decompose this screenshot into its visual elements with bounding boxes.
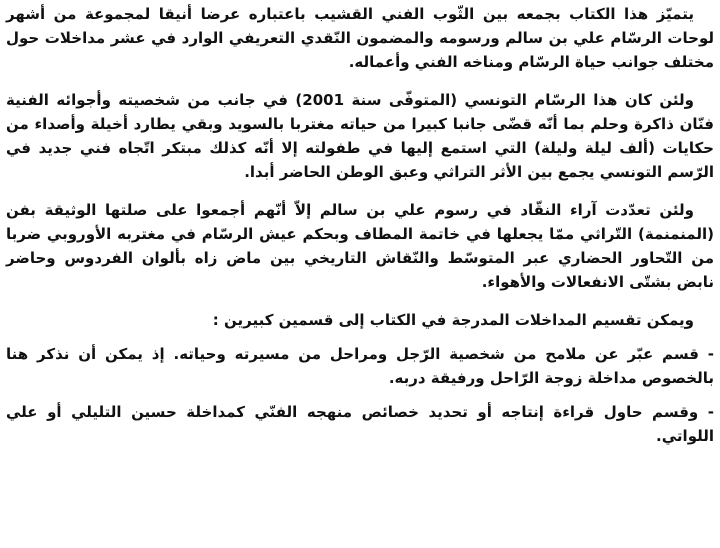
paragraph-sections-intro: ويمكن تقسيم المداخلات المدرجة في الكتاب إلى قسمين كبيرين :	[212, 311, 694, 329]
paragraph-section-two: - وقسم حاول قراءة إنتاجه أو تحديد خصائص منهجه الفنّي كمداخلة حسين التليلي أو علي اللواتي.	[6, 403, 714, 445]
paragraph-critics: ولئن تعدّدت آراء النقّاد في رسوم علي بن سالم إلاّ أنّهم أجمعوا على صلتها الوثيقة بفن (المنمنمة) التّراثي ممّا يجعلها في خاتمة المطاف وبحكم عيش الرسّام في مغتربه الأوروبي ضربا من التّحاور الحضاري عبر المتوسّط والنّقاش التاريخي بين ماض زاه بألوان الفردوس وحاضر نابض بشتّى الانفعالات والأهواء.	[6, 201, 714, 291]
paragraph-section-one: - قسم عبّر عن ملامح من شخصية الرّجل ومراحل من مسيرته وحياته. إذ يمكن أن نذكر هنا بالخصوص مداخلة زوجة الرّاحل ورفيقة دربه.	[6, 345, 714, 387]
paragraph-biography: ولئن كان هذا الرسّام التونسي (المتوفّى سنة 2001) في جانب من شخصيته وأجوائه الفنية فنّان ذاكرة وحلم بما أنّه قضّى جانبا كبيرا من حياته مغتربا بالسويد وبقي يطارد أخيلة وأصداء من حكايات (ألف ليلة وليلة) التي استمع إليها في طفولته إلا أنّه كذلك مبتكر اتّجاه فني جديد في الرّسم التونسي يجمع بين الأثر التراثي وعبق الوطن الحاضر أبدا.	[6, 91, 714, 181]
document-body	[6, 2, 714, 462]
paragraph-intro: يتميّز هذا الكتاب بجمعه بين الثّوب الفني القشيب باعتباره عرضا أنيقا لمجموعة من أشهر لوحات الرسّام علي بن سالم ورسومه والمضمون النّقدي التعريفي الوارد في عشر مداخلات حول مختلف جوانب حياة الرسّام ومناخه الفني وأعماله.	[6, 5, 714, 71]
